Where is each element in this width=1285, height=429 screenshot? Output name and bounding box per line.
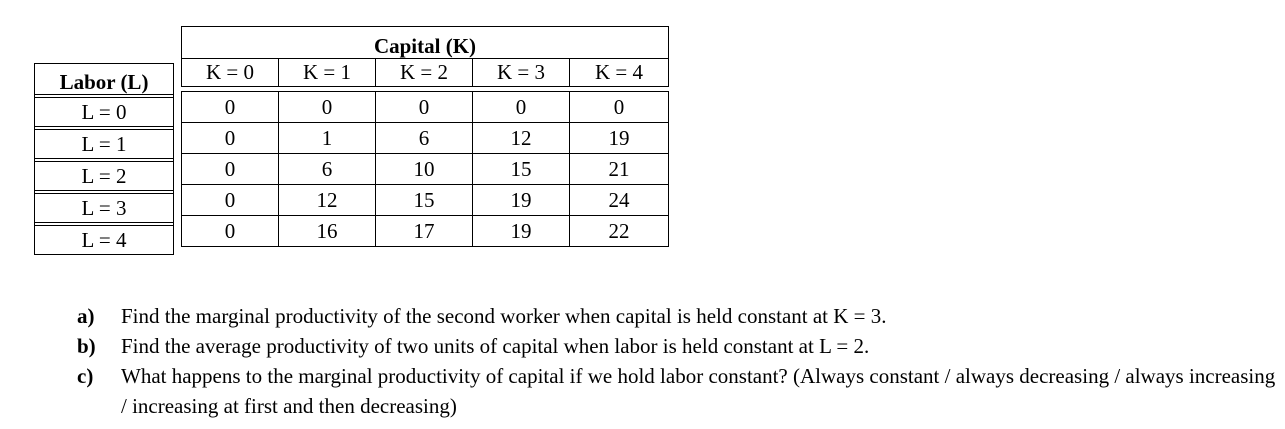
capital-table: [181, 26, 669, 247]
labor-row-label: L = 1: [35, 130, 174, 159]
labor-title: Labor (L): [35, 64, 174, 95]
question-text: Find the marginal productivity of the second worker when capital is held constant at K = 3.: [121, 304, 887, 328]
table-row: [182, 185, 669, 216]
table-cell: 0: [279, 92, 376, 123]
question-letter: c): [77, 364, 94, 388]
table-cell: 0: [182, 123, 279, 154]
table-cell: 15: [376, 185, 473, 216]
question-text: Find the average productivity of two units of capital when labor is held constant at L = 2.: [121, 334, 870, 358]
capital-header-k0: K = 0: [182, 59, 279, 87]
capital-header-k3: K = 3: [473, 59, 570, 87]
table-cell: 16: [279, 216, 376, 247]
capital-header-k2: K = 2: [376, 59, 473, 87]
table-cell: 10: [376, 154, 473, 185]
labor-row-label: L = 4: [35, 226, 174, 255]
table-cell: 0: [376, 92, 473, 123]
question-letter: b): [77, 334, 96, 358]
labor-row-label: L = 0: [35, 98, 174, 127]
labor-table: [34, 63, 174, 255]
table-cell: 19: [570, 123, 669, 154]
table-cell: 19: [473, 185, 570, 216]
table-cell: 12: [473, 123, 570, 154]
table-cell: 22: [570, 216, 669, 247]
labor-row-label: L = 2: [35, 162, 174, 191]
table-cell: 6: [279, 154, 376, 185]
table-cell: 0: [182, 154, 279, 185]
table-cell: 19: [473, 216, 570, 247]
capital-header-k1: K = 1: [279, 59, 376, 87]
table-cell: 0: [570, 92, 669, 123]
table-cell: 17: [376, 216, 473, 247]
table-cell: 0: [182, 185, 279, 216]
table-cell: 15: [473, 154, 570, 185]
question-letter: a): [77, 304, 95, 328]
table-row: [182, 123, 669, 154]
capital-header-k4: K = 4: [570, 59, 669, 87]
capital-title: Capital (K): [182, 27, 669, 59]
question-text: What happens to the marginal productivity of capital if we hold labor constant? (Always constant / always decreasing / always increasing / increasing at first and then decreasing): [121, 364, 1276, 418]
table-cell: 12: [279, 185, 376, 216]
table-row: [182, 92, 669, 123]
table-row: [182, 154, 669, 185]
table-cell: 21: [570, 154, 669, 185]
table-cell: 24: [570, 185, 669, 216]
table-cell: 0: [182, 92, 279, 123]
table-cell: 6: [376, 123, 473, 154]
table-cell: 0: [473, 92, 570, 123]
table-cell: 1: [279, 123, 376, 154]
table-row: [182, 216, 669, 247]
table-cell: 0: [182, 216, 279, 247]
labor-row-label: L = 3: [35, 194, 174, 223]
